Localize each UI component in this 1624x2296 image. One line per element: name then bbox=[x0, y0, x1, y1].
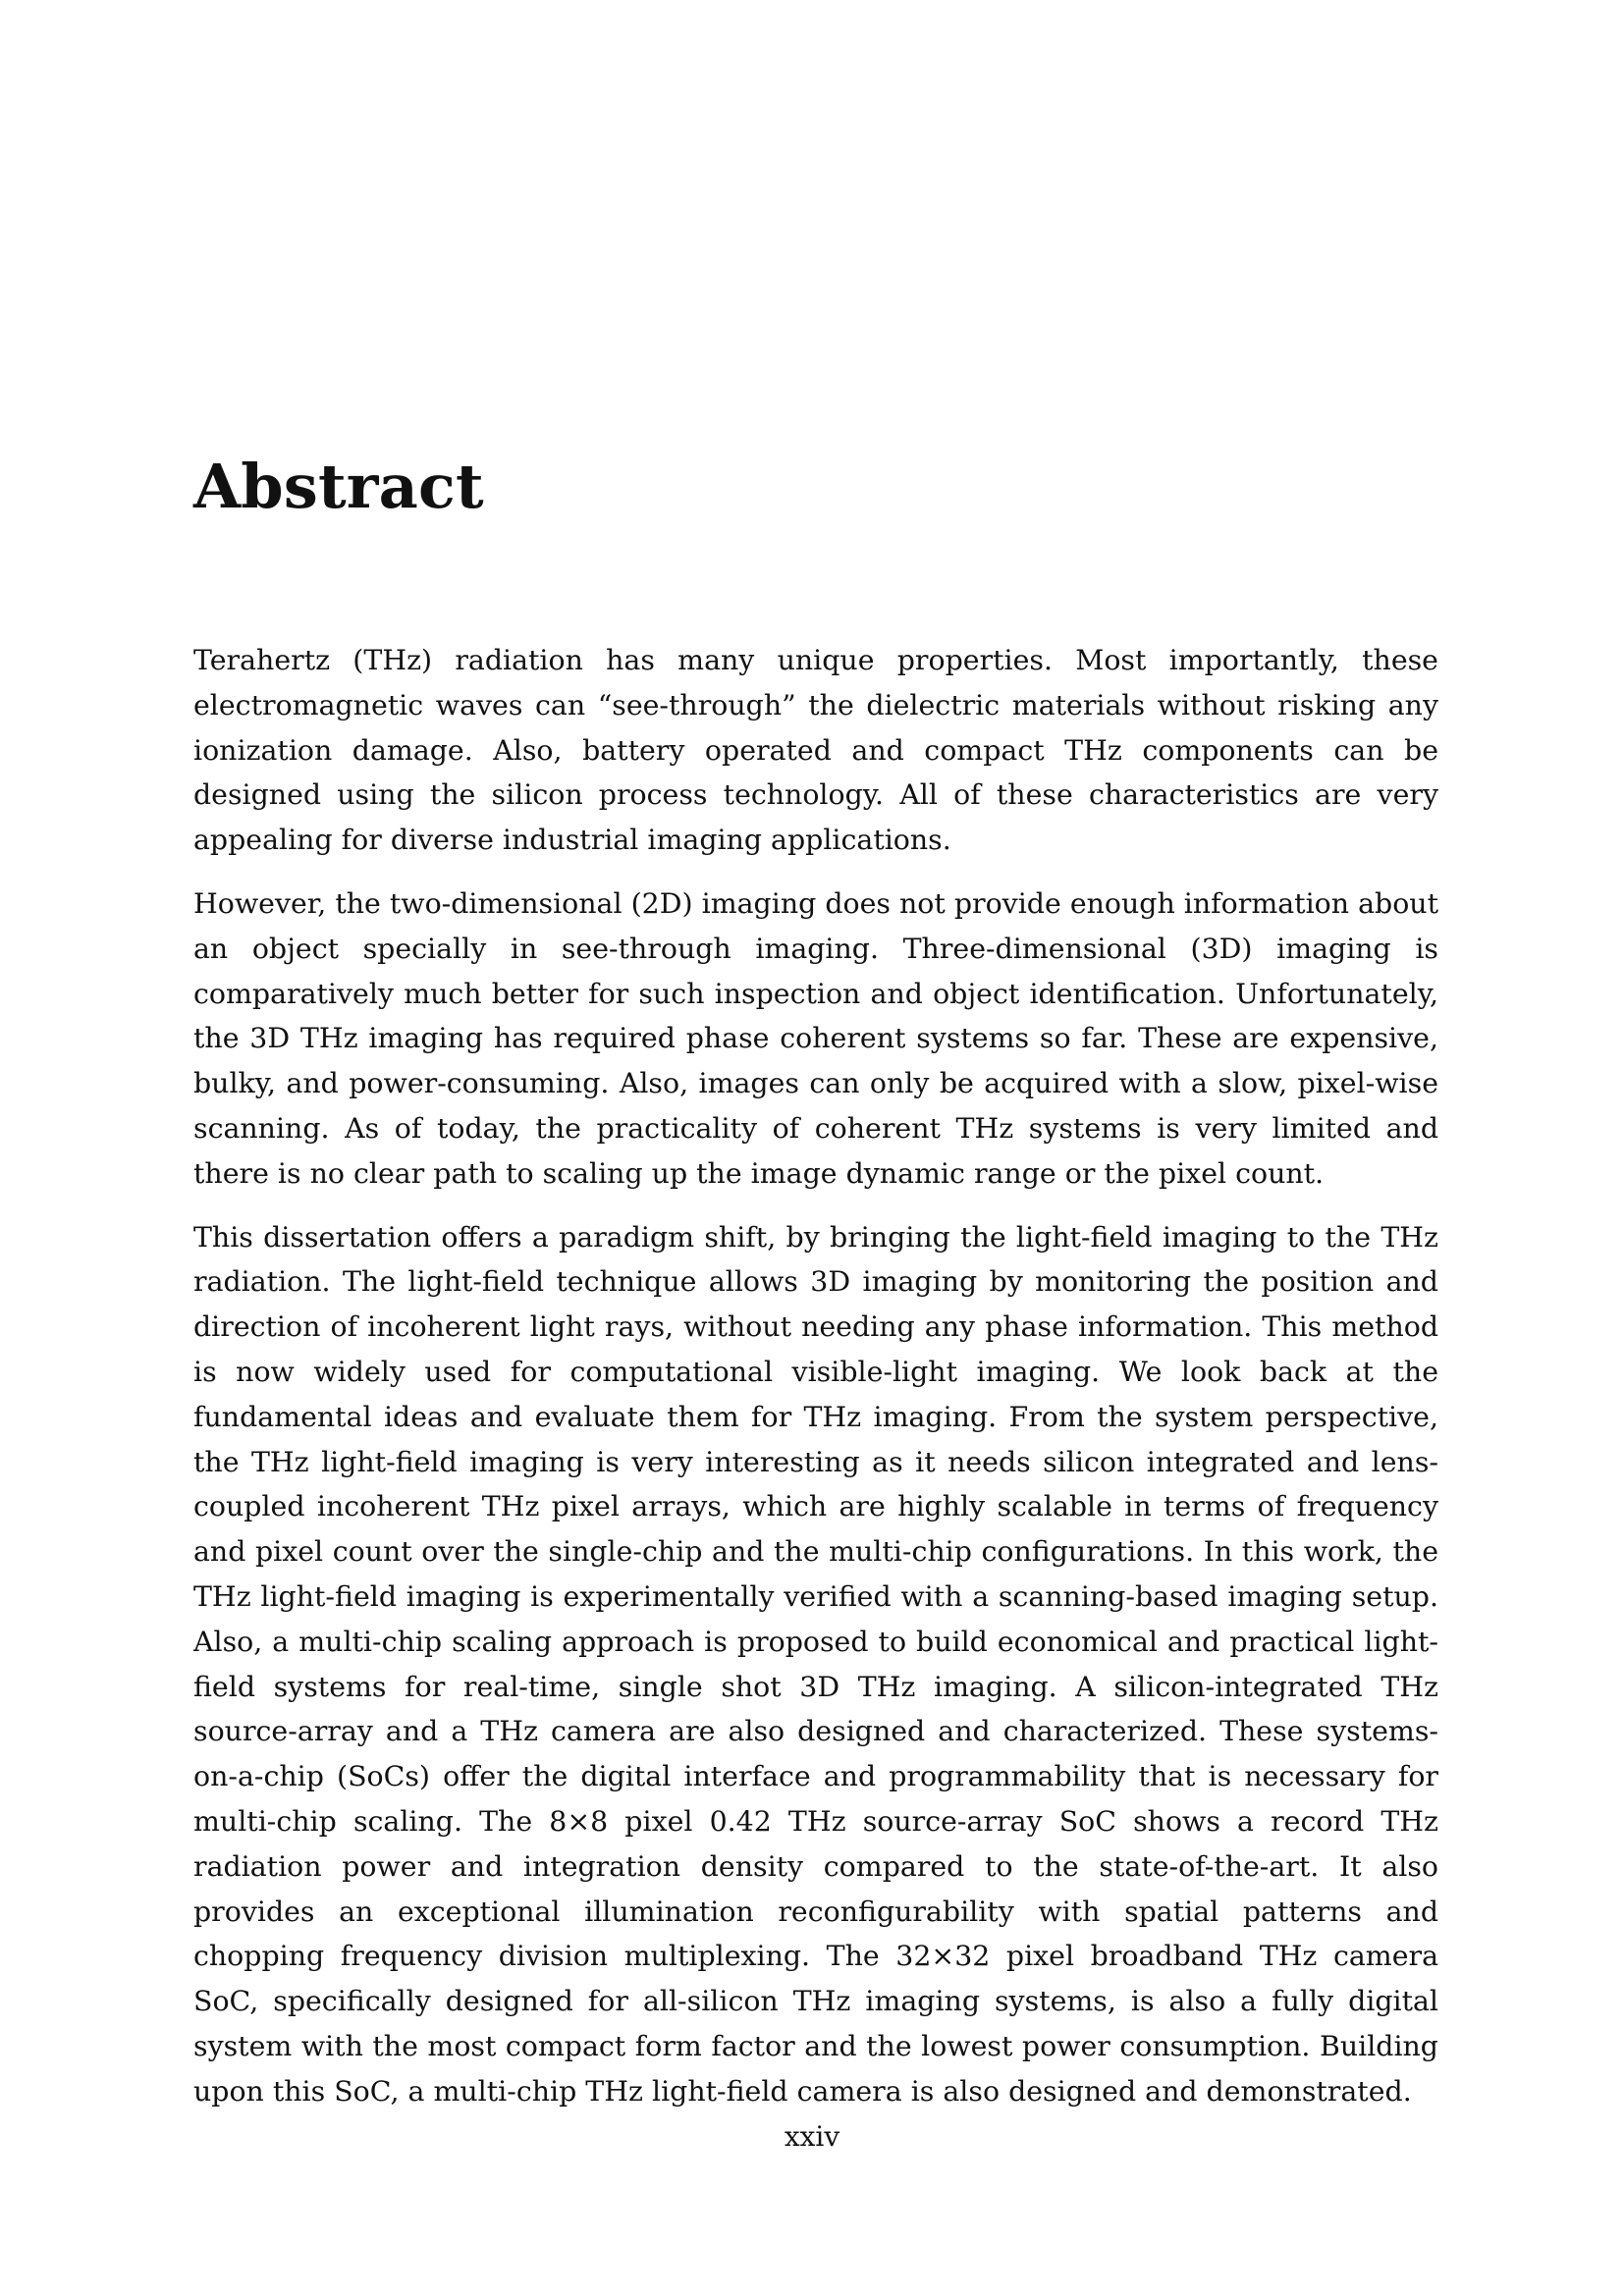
abstract-paragraph-1: Terahertz (THz) radiation has many unique properties. Most importantly, these electromagnetic waves can “see-through” the dielectric materials without risking any ionization damage. Also, battery operated and compact THz components can be designed using the silicon process technology. All of these characteristics are very appealing for diverse industrial imaging applications. bbox=[193, 644, 1438, 857]
chapter-title: Abstract bbox=[193, 451, 484, 522]
page-number: xxiv bbox=[784, 2120, 840, 2153]
abstract-paragraph-2: However, the two-dimensional (2D) imaging does not provide enough information about an object specially in see-through imaging. Three-dimensional (3D) imaging is comparatively much better for such inspection and object identification. Unfortunately, the 3D THz imaging has required phase coherent systems so far. These are expensive, bulky, and power-consuming. Also, images can only be acquired with a slow, pixel-wise scanning. As of today, the practicality of coherent THz systems is very limited and there is no clear path to scaling up the image dynamic range or the pixel count. bbox=[193, 886, 1438, 1190]
abstract-body bbox=[193, 638, 1438, 2133]
abstract-paragraph-3: This dissertation offers a paradigm shift, by bringing the light-field imaging to the THz radiation. The light-field technique allows 3D imaging by monitoring the position and direction of incoherent light rays, without needing any phase information. This method is now widely used for computational visible-light imaging. We look back at the fundamental ideas and evaluate them for THz imaging. From the system perspective, the THz light-field imaging is very interesting as it needs silicon integrated and lens-coupled incoherent THz pixel arrays, which are highly scalable in terms of frequency and pixel count over the single-chip and the multi-chip configurations. In this work, the THz light-field imaging is experimentally verified with a scanning-based imaging setup. Also, a multi-chip scaling approach is proposed to build economical and practical light-field systems for real-time, single shot 3D THz imaging. A silicon-integrated THz source-array and a THz camera are also designed and characterized. These systems-on-a-chip (SoCs) offer the digital interface and programmability that is necessary for multi-chip scaling. The 8×8 pixel 0.42 THz source-array SoC shows a record THz radiation power and integration density compared to the state-of-the-art. It also provides an exceptional illumination reconfigurability with spatial patterns and chopping frequency division multiplexing. The 32×32 pixel broadband THz camera SoC, specifically designed for all-silicon THz imaging systems, is also a fully digital system with the most compact form factor and the lowest power consumption. Building upon this SoC, a multi-chip THz light-field camera is also designed and demonstrated. bbox=[193, 1220, 1438, 2108]
